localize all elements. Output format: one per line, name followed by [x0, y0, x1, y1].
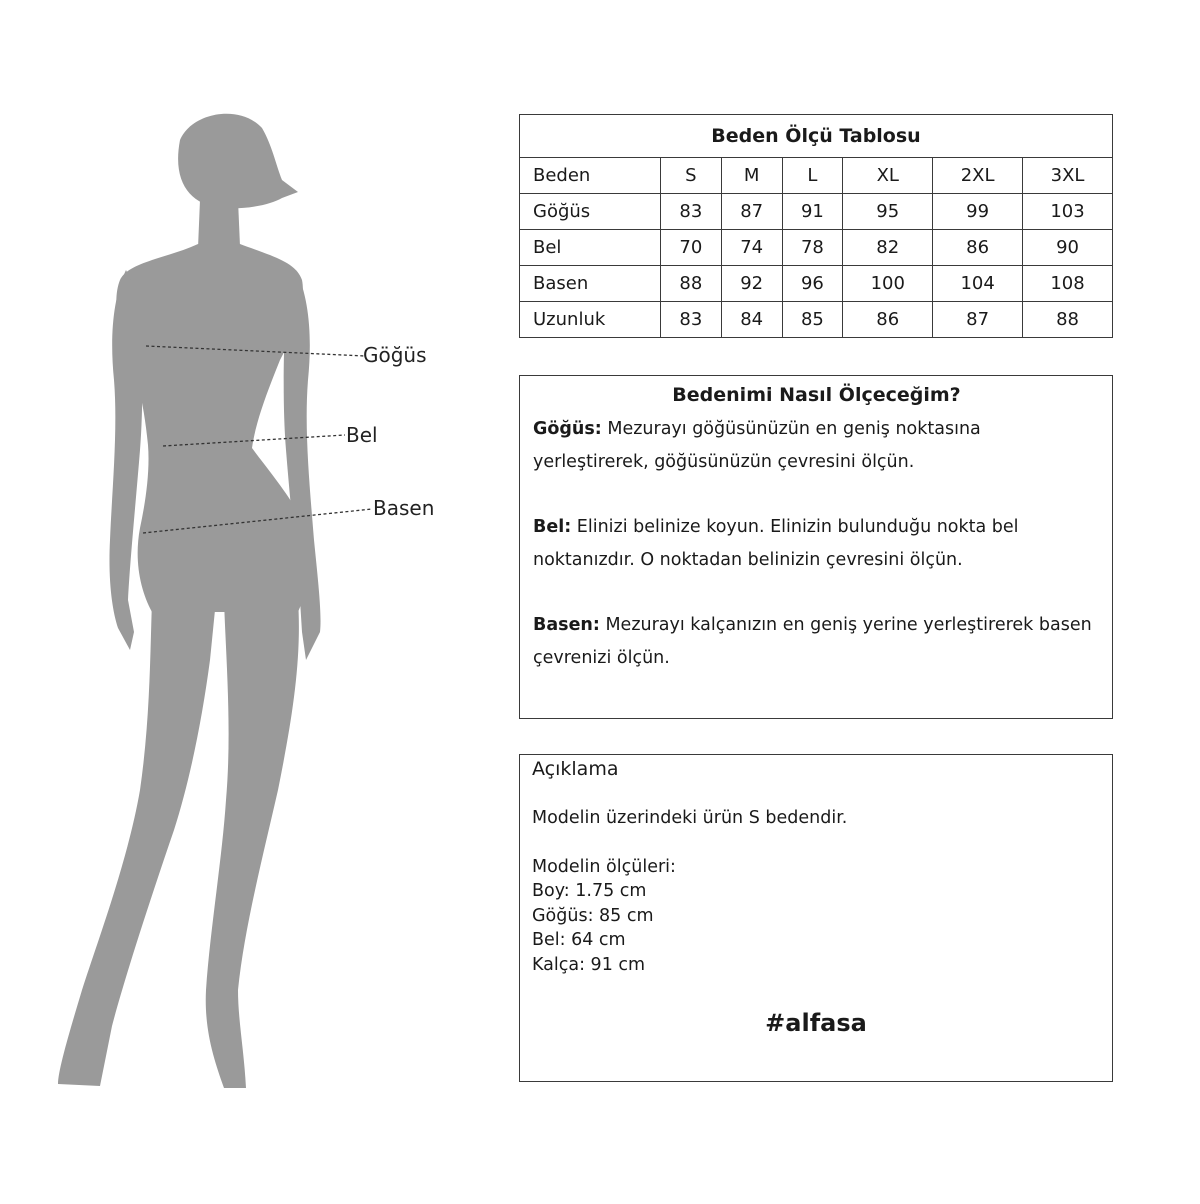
row-label: Basen: [520, 266, 661, 302]
table-cell: 88: [661, 266, 722, 302]
body-figure: [0, 0, 500, 1200]
header-cell: 2XL: [933, 158, 1023, 194]
body-silhouette: [0, 0, 500, 1200]
instruction-text: Mezurayı kalçanızın en geniş yerine yerleştirerek basen çevrenizi ölçün.: [533, 615, 1092, 668]
table-cell: 87: [933, 302, 1023, 338]
size-chart-table: [519, 114, 1113, 338]
instruction-term: Göğüs:: [533, 419, 602, 439]
table-cell: 74: [721, 230, 782, 266]
table-cell: 84: [721, 302, 782, 338]
instruction-text: Mezurayı göğüsünüzün en geniş noktasına yerleştirerek, göğüsünüzün çevresini ölçün.: [533, 419, 981, 472]
instruction-text: Elinizi belinize koyun. Elinizin bulunduğu nokta bel noktanızdır. O noktadan belinizin çevresini ölçün.: [533, 517, 1019, 570]
header-cell: XL: [843, 158, 933, 194]
table-header-row: [520, 158, 1113, 194]
row-label: Göğüs: [520, 194, 661, 230]
table-cell: 87: [721, 194, 782, 230]
waist-instruction: [533, 511, 1100, 577]
table-cell: 104: [933, 266, 1023, 302]
table-cell: 96: [782, 266, 843, 302]
instruction-term: Basen:: [533, 615, 600, 635]
chest-instruction: [533, 413, 1100, 479]
size-chart-title: Beden Ölçü Tablosu: [520, 115, 1113, 158]
table-cell: 91: [782, 194, 843, 230]
table-row: [520, 302, 1113, 338]
model-measures-title: Modelin ölçüleri:: [532, 856, 676, 877]
hips-instruction: [533, 609, 1100, 675]
row-label: Uzunluk: [520, 302, 661, 338]
header-cell: 3XL: [1023, 158, 1113, 194]
chest-label: Göğüs: [363, 343, 427, 367]
table-cell: 103: [1023, 194, 1113, 230]
row-label: Bel: [520, 230, 661, 266]
how-to-measure-title: Bedenimi Nasıl Ölçeceğim?: [672, 384, 961, 406]
table-cell: 92: [721, 266, 782, 302]
table-row: [520, 194, 1113, 230]
table-cell: 100: [843, 266, 933, 302]
model-size-text: Modelin üzerindeki ürün S bedendir.: [532, 808, 848, 828]
table-cell: 86: [843, 302, 933, 338]
table-cell: 83: [661, 302, 722, 338]
header-cell: S: [661, 158, 722, 194]
model-measure-item: Bel: 64 cm: [532, 930, 626, 950]
instruction-term: Bel:: [533, 517, 572, 537]
model-measure-item: Kalça: 91 cm: [532, 954, 646, 975]
table-cell: 83: [661, 194, 722, 230]
table-cell: 85: [782, 302, 843, 338]
table-cell: 82: [843, 230, 933, 266]
hips-label: Basen: [373, 496, 435, 520]
table-cell: 95: [843, 194, 933, 230]
brand-hashtag: #alfasa: [765, 1009, 867, 1037]
header-cell: Beden: [520, 158, 661, 194]
header-cell: L: [782, 158, 843, 194]
model-measure-item: Göğüs: 85 cm: [532, 905, 654, 926]
model-measure-item: Boy: 1.75 cm: [532, 881, 647, 901]
explanation-box: [519, 754, 1113, 1082]
waist-label: Bel: [346, 423, 378, 447]
explanation-title: Açıklama: [532, 758, 619, 780]
table-row: [520, 266, 1113, 302]
table-cell: 86: [933, 230, 1023, 266]
table-cell: 99: [933, 194, 1023, 230]
table-cell: 70: [661, 230, 722, 266]
table-row: [520, 230, 1113, 266]
table-cell: 78: [782, 230, 843, 266]
how-to-measure-box: [519, 375, 1113, 719]
table-cell: 90: [1023, 230, 1113, 266]
header-cell: M: [721, 158, 782, 194]
table-cell: 88: [1023, 302, 1113, 338]
table-cell: 108: [1023, 266, 1113, 302]
